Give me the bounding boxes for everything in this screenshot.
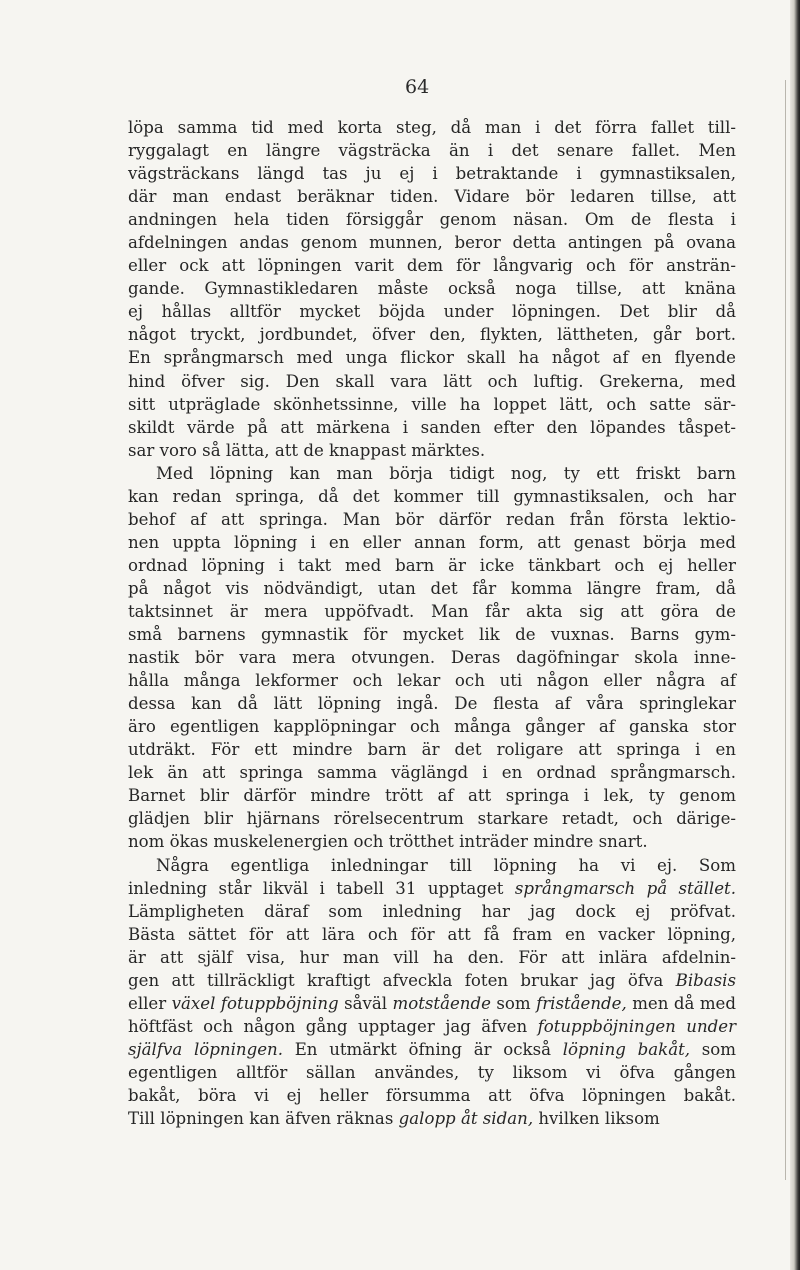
text-line [128, 554, 736, 577]
text-run: nom ökas muskelenergien och trötthet inträder mindre snart. [128, 832, 648, 852]
text-run: Bästa sättet för att lära och för att få fram en vacker löpning, [128, 924, 736, 944]
text-run: löpa samma tid med korta steg, då man i det förra fallet till- [128, 118, 736, 137]
text-run: eller ock att löpningen varit dem för långvarig och för ansträn- [128, 256, 736, 276]
italic-text: galopp åt sidan, [398, 1109, 534, 1129]
italic-text: själfva löpningen. [128, 1039, 283, 1059]
text-run: gande. Gymnastikledaren måste också noga tillse, att knäna [128, 279, 736, 299]
text-run: såväl [338, 993, 393, 1013]
text-line [128, 439, 736, 462]
text-line [128, 877, 736, 900]
text-run: Barnet blir därför mindre trött af att springa i lek, ty genom [128, 786, 736, 806]
text-line [128, 854, 736, 877]
text-run: Till löpningen kan äfven räknas [128, 1109, 399, 1129]
text-run: gen att tillräckligt kraftigt afveckla foten brukar jag öfva [128, 970, 676, 990]
text-line [128, 807, 736, 830]
text-line [128, 254, 736, 277]
text-run: En språngmarsch med unga flickor skall ha något af en flyende [128, 348, 736, 368]
text-line [128, 923, 736, 946]
text-run: taktsinnet är mera uppöfvadt. Man får akta sig att göra de [128, 601, 736, 621]
text-line [128, 462, 736, 485]
text-run: ej hållas alltför mycket böjda under löpningen. Det blir då [128, 302, 736, 322]
text-line [128, 323, 736, 346]
text-line [128, 1061, 736, 1084]
text-line [128, 623, 736, 646]
text-line [128, 577, 736, 600]
text-line [128, 992, 736, 1015]
text-line [128, 208, 736, 231]
italic-text: växel fotuppböjning [171, 993, 339, 1013]
text-line [128, 600, 736, 623]
text-line [128, 946, 736, 969]
text-run: skildt värde på att märkena i sanden efter den löpandes tåspet- [128, 417, 736, 437]
text-run: där man endast beräknar tiden. Vidare bör ledaren tillse, att [128, 187, 736, 207]
text-line [128, 646, 736, 669]
text-line [128, 830, 736, 853]
text-run: hind öfver sig. Den skall vara lätt och luftig. Grekerna, med [128, 371, 736, 391]
text-run: utdräkt. För ett mindre barn är det roligare att springa i en [128, 740, 736, 760]
text-line [128, 761, 736, 784]
page-number: 64 [405, 76, 430, 98]
italic-text: motstående [392, 993, 491, 1013]
text-run: eller [128, 993, 172, 1013]
text-run: andningen hela tiden försiggår genom näsan. Om de flesta i [128, 210, 736, 230]
text-run: Några egentliga inledningar till löpning ha vi ej. Som [156, 855, 736, 875]
body-text [128, 116, 736, 1130]
text-run: lek än att springa samma väglängd i en ordnad språngmarsch. [128, 763, 736, 783]
text-run: på något vis nödvändigt, utan det får komma längre fram, då [128, 578, 736, 598]
text-line [128, 1015, 736, 1038]
text-line [128, 162, 736, 185]
text-line [128, 784, 736, 807]
text-run: som [490, 993, 537, 1013]
text-run: nen uppta löpning i en eller annan form, att genast börja med [128, 532, 736, 552]
text-line [128, 231, 736, 254]
text-run: Med löpning kan man börja tidigt nog, ty ett friskt barn [156, 463, 736, 483]
text-run: sitt utpräglade skönhetssinne, ville ha loppet lätt, och satte sär- [128, 394, 736, 414]
text-run: Lämpligheten däraf som inledning har jag dock ej pröfvat. [128, 901, 736, 921]
italic-text: språngmarsch på stället. [514, 878, 736, 898]
text-run: egentligen alltför sällan användes, ty liksom vi öfva gången [128, 1062, 736, 1082]
text-run: dessa kan då lätt löpning ingå. De flesta af våra springlekar [128, 694, 736, 714]
text-line [128, 139, 736, 162]
text-line [128, 300, 736, 323]
text-line [128, 900, 736, 923]
italic-text: Bibasis [675, 970, 736, 990]
text-run: ryggalagt en längre vägsträcka än i det senare fallet. Men [128, 141, 736, 161]
text-line [128, 692, 736, 715]
text-line [128, 277, 736, 300]
text-run: är att själf visa, hur man vill ha den. För att inlära afdelnin- [128, 947, 736, 967]
text-line [128, 531, 736, 554]
text-run: något tryckt, jordbundet, öfver den, flykten, lättheten, går bort. [128, 325, 736, 345]
text-run: små barnens gymnastik för mycket lik de vuxnas. Barns gym- [128, 625, 736, 645]
text-run: hvilken liksom [533, 1109, 660, 1129]
text-run: kan redan springa, då det kommer till gymnastiksalen, och har [128, 486, 736, 506]
scan-edge [790, 0, 800, 1270]
text-run: afdelningen andas genom munnen, beror detta antingen på ovana [128, 233, 736, 253]
text-line [128, 370, 736, 393]
text-line [128, 116, 736, 139]
text-line [128, 669, 736, 692]
text-run: äro egentligen kapplöpningar och många gånger af ganska stor [128, 717, 736, 737]
italic-text: fristående, [536, 993, 627, 1013]
text-run: som [690, 1039, 736, 1059]
italic-text: fotuppböjningen under [537, 1016, 737, 1036]
text-run: ordnad löpning i takt med barn är icke tänkbart och ej heller [128, 555, 736, 575]
text-run: nastik bör vara mera otvungen. Deras dagöfningar skola inne- [128, 648, 736, 668]
text-line [128, 1107, 736, 1130]
text-run: En utmärkt öfning är också [282, 1039, 563, 1059]
text-line [128, 969, 736, 992]
text-line [128, 346, 736, 369]
text-line [128, 715, 736, 738]
text-line [128, 508, 736, 531]
text-run: vägsträckans längd tas ju ej i betraktande i gymnastiksalen, [128, 164, 736, 184]
page-edge-shadow [785, 80, 786, 1180]
italic-text: löpning bakåt, [562, 1039, 691, 1059]
text-run: inledning står likväl i tabell 31 upptaget [128, 878, 515, 898]
text-line [128, 393, 736, 416]
text-run: glädjen blir hjärnans rörelsecentrum starkare retadt, och därige- [128, 809, 736, 829]
text-line [128, 1038, 736, 1061]
text-line [128, 1084, 736, 1107]
text-line [128, 185, 736, 208]
text-run: bakåt, böra vi ej heller försumma att öfva löpningen bakåt. [128, 1085, 736, 1105]
text-run: behof af att springa. Man bör därför redan från första lektio- [128, 509, 736, 529]
text-run: sar voro så lätta, att de knappast märktes. [128, 440, 486, 460]
text-line [128, 416, 736, 439]
text-run: men då med [626, 993, 737, 1013]
text-run: hålla många lekformer och lekar och uti någon eller några af [128, 671, 736, 691]
text-line [128, 485, 736, 508]
text-line [128, 738, 736, 761]
text-run: höftfäst och någon gång upptager jag äfven [128, 1016, 538, 1036]
